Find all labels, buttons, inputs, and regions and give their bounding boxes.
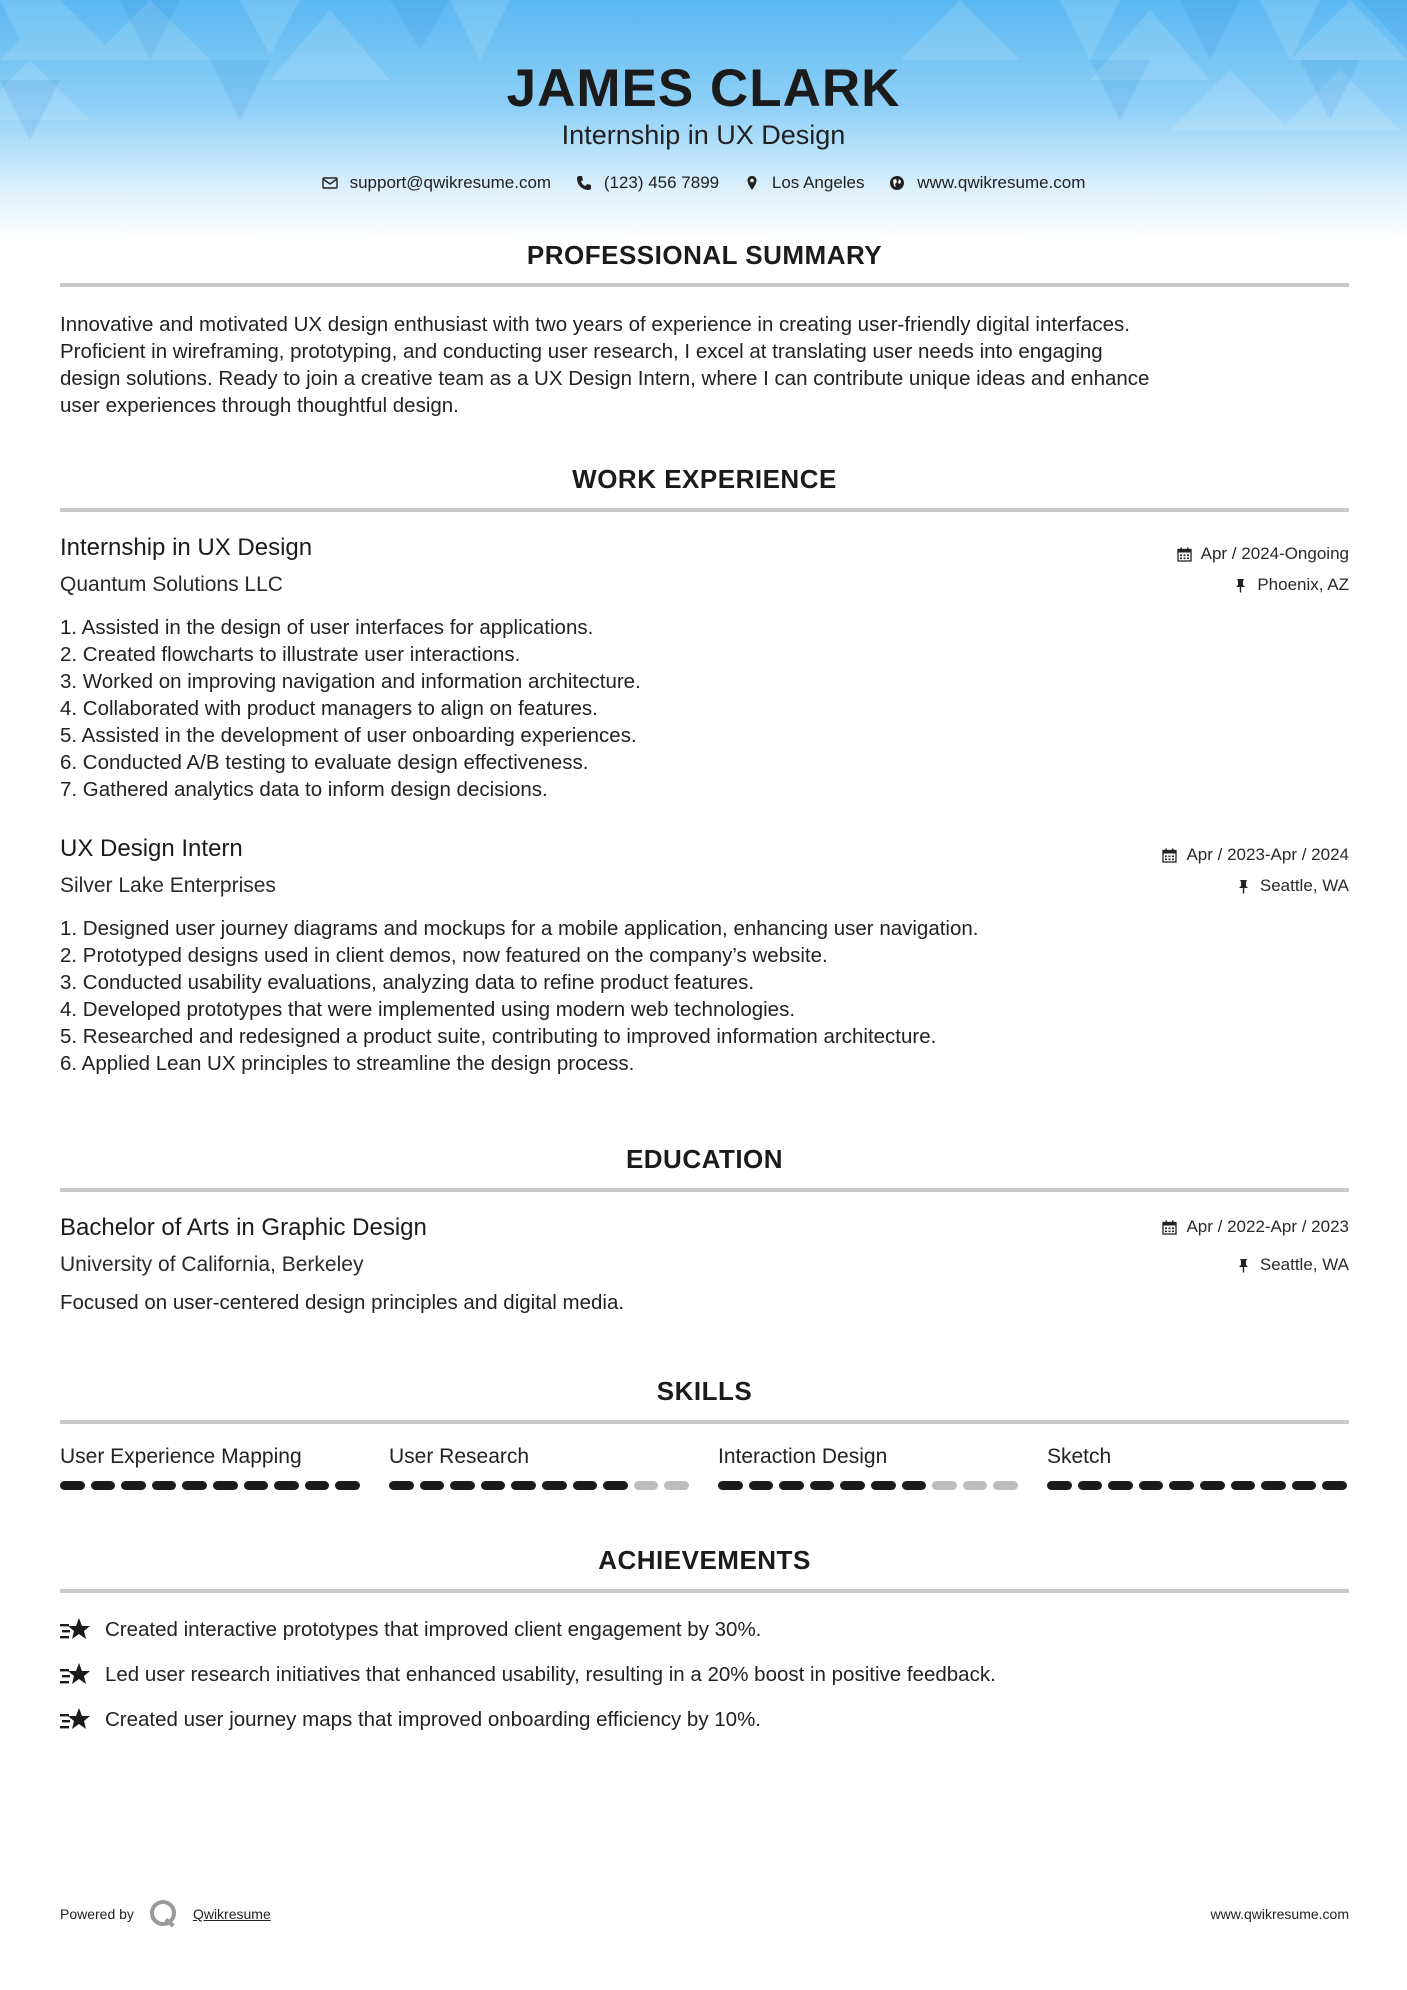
education-location-text: Seattle, WA [1259,1255,1349,1274]
phone-text: (123) 456 7899 [603,173,720,192]
skill-dot-filled [718,1481,743,1490]
list-item: 1. Designed user journey diagrams and mockups for a mobile application, enhancing user navigation. [60,917,979,940]
skill-level-bar [389,1481,689,1490]
shooting-star-icon [60,1660,92,1690]
list-item: 3. Worked on improving navigation and information architecture. [60,670,641,693]
job-dates-text: Apr / 2023-Apr / 2024 [1186,845,1349,864]
contact-email[interactable] [322,173,552,193]
job-company: Silver Lake Enterprises [60,874,276,897]
skills-rule [60,1420,1349,1424]
skills-list [60,1445,1349,1490]
achievement-text: Created interactive prototypes that improved client engagement by 30%. [105,1618,762,1641]
skill-dot-filled [542,1481,567,1490]
skill-dot-filled [902,1481,927,1490]
list-item: 6. Conducted A/B testing to evaluate design effectiveness. [60,751,589,774]
list-item: 2. Prototyped designs used in client demos, now featured on the company’s website. [60,944,828,967]
skill-name: Interaction Design [718,1445,888,1468]
skill-dot-filled [91,1481,116,1490]
skill-dot-filled [1200,1481,1225,1490]
skill-dot-filled [1047,1481,1072,1490]
skill-dot-empty [664,1481,689,1490]
achievement-item [60,1615,1349,1645]
skill-item [60,1445,360,1490]
list-item: 2. Created flowcharts to illustrate user interactions. [60,643,521,666]
skill-dot-empty [993,1481,1018,1490]
list-item: 5. Researched and redesigned a product suite, contributing to improved information architecture. [60,1025,937,1048]
achievement-text: Created user journey maps that improved onboarding efficiency by 10%. [105,1708,761,1731]
skill-dot-filled [450,1481,475,1490]
job-company: Quantum Solutions LLC [60,573,283,596]
summary-line: Innovative and motivated UX design enthusiast with two years of experience in creating user-friendly digital interfaces. [60,313,1130,336]
skill-dot-filled [810,1481,835,1490]
list-item: 3. Conducted usability evaluations, analyzing data to refine product features. [60,971,755,994]
job-responsibilities [60,614,1349,803]
website-text: www.qwikresume.com [917,173,1086,192]
skill-dot-filled [749,1481,774,1490]
job-location [1236,876,1349,896]
email-text: support@qwikresume.com [349,173,552,192]
job-location [1233,575,1349,595]
summary-line: Proficient in wireframing, prototyping, and conducting user research, I excel at translating user needs into engaging [60,340,1103,363]
contact-website[interactable] [889,173,1085,193]
education-location [1236,1255,1349,1275]
skill-dot-filled [1322,1481,1347,1490]
map-pin-icon [744,175,760,191]
skill-level-bar [718,1481,1018,1490]
location-text: Los Angeles [771,173,865,192]
skill-item [1047,1445,1347,1490]
skill-dot-filled [60,1481,85,1490]
skill-dot-filled [573,1481,598,1490]
skill-dot-filled [420,1481,445,1490]
experience-rule [60,508,1349,512]
job-title: UX Design Intern [60,835,243,862]
shooting-star-icon [60,1615,92,1645]
pushpin-icon [1236,1258,1251,1273]
skill-dot-filled [1231,1481,1256,1490]
list-item: 5. Assisted in the development of user onboarding experiences. [60,724,637,747]
skill-name: User Research [389,1445,530,1468]
skill-dot-filled [779,1481,804,1490]
skill-dot-empty [932,1481,957,1490]
pushpin-icon [1236,879,1251,894]
footer-powered-by [60,1899,271,1929]
skill-dot-filled [182,1481,207,1490]
skill-dot-filled [840,1481,865,1490]
job-location-text: Seattle, WA [1259,876,1349,895]
skill-level-bar [1047,1481,1347,1490]
summary-text [60,311,1349,419]
powered-by-label: Powered by [60,1906,134,1922]
calendar-icon [1162,1220,1177,1235]
education-rule [60,1188,1349,1192]
achievement-text: Led user research initiatives that enhanced usability, resulting in a 20% boost in positive feedback. [105,1663,996,1686]
skill-dot-filled [481,1481,506,1490]
skill-dot-filled [335,1481,360,1490]
skill-dot-filled [213,1481,238,1490]
shooting-star-icon [60,1705,92,1735]
education-school: University of California, Berkeley [60,1253,364,1276]
job-title: Internship in UX Design [60,534,313,561]
skill-dot-filled [389,1481,414,1490]
list-item: 4. Developed prototypes that were implemented using modern web technologies. [60,998,796,1021]
contact-bar [0,173,1407,196]
summary-line: user experiences through thoughtful design. [60,394,459,417]
skill-dot-filled [1108,1481,1133,1490]
skill-dot-filled [274,1481,299,1490]
job-location-text: Phoenix, AZ [1257,575,1349,594]
job-dates [1162,845,1349,865]
achievement-item [60,1705,1349,1735]
footer-website[interactable]: www.qwikresume.com [1210,1906,1349,1922]
summary-heading: PROFESSIONAL SUMMARY [526,240,883,270]
skill-dot-filled [305,1481,330,1490]
skill-name: User Experience Mapping [60,1445,302,1468]
skill-dot-filled [1261,1481,1286,1490]
education-dates-text: Apr / 2022-Apr / 2023 [1186,1217,1349,1236]
achievements-heading: ACHIEVEMENTS [598,1545,811,1575]
phone-icon [576,175,592,191]
skill-dot-filled [1292,1481,1317,1490]
education-heading: EDUCATION [625,1144,784,1174]
skill-dot-empty [963,1481,988,1490]
skill-dot-empty [634,1481,659,1490]
qwikresume-link[interactable]: Qwikresume [192,1906,271,1922]
calendar-icon [1177,547,1192,562]
skill-dot-filled [511,1481,536,1490]
qwikresume-logo-icon [149,1899,179,1929]
job-dates-text: Apr / 2024-Ongoing [1200,544,1349,563]
skill-dot-filled [603,1481,628,1490]
job-dates [1177,544,1349,564]
list-item: 7. Gathered analytics data to inform design decisions. [60,778,548,801]
list-item: 6. Applied Lean UX principles to streamline the design process. [60,1052,635,1075]
skill-dot-filled [871,1481,896,1490]
list-item: 4. Collaborated with product managers to align on features. [60,697,598,720]
skill-name: Sketch [1047,1445,1112,1468]
pushpin-icon [1233,578,1248,593]
education-degree: Bachelor of Arts in Graphic Design [60,1214,427,1241]
education-description: Focused on user-centered design principles and digital media. [60,1291,625,1314]
skill-level-bar [60,1481,360,1490]
contact-location [744,173,865,193]
skill-item [389,1445,689,1490]
skill-dot-filled [1169,1481,1194,1490]
candidate-name: JAMES CLARK [506,59,901,118]
globe-icon [889,175,905,191]
list-item: 1. Assisted in the design of user interfaces for applications. [60,616,594,639]
job-responsibilities [60,915,1349,1077]
summary-rule [60,283,1349,287]
summary-line: design solutions. Ready to join a creative team as a UX Design Intern, where I can contribute unique ideas and enhance [60,367,1150,390]
experience-heading: WORK EXPERIENCE [572,464,837,494]
skills-heading: SKILLS [656,1376,753,1406]
education-dates [1162,1217,1349,1237]
skill-dot-filled [1078,1481,1103,1490]
skill-item [718,1445,1018,1490]
skill-dot-filled [244,1481,269,1490]
achievements-rule [60,1589,1349,1593]
envelope-icon [322,175,338,191]
calendar-icon [1162,848,1177,863]
skill-dot-filled [121,1481,146,1490]
contact-phone[interactable] [576,173,719,193]
candidate-title: Internship in UX Design [561,120,846,150]
skill-dot-filled [1139,1481,1164,1490]
achievement-item [60,1660,1349,1690]
skill-dot-filled [152,1481,177,1490]
